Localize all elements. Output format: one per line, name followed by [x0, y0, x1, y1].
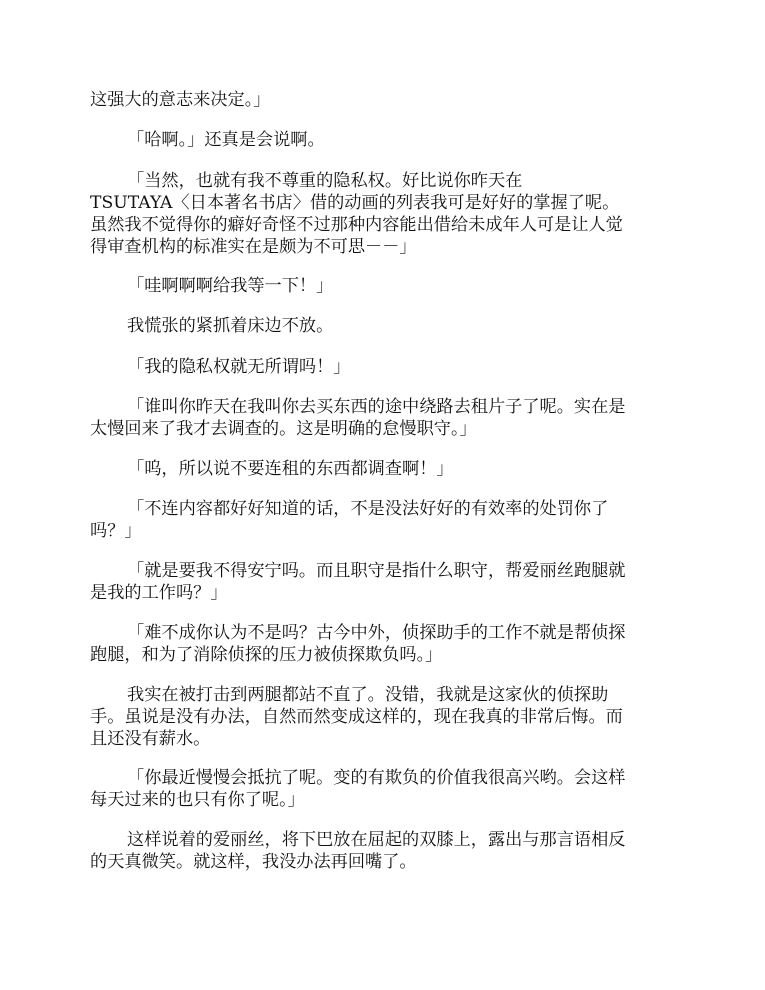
paragraph-2 — [90, 129, 675, 151]
paragraph-13 — [90, 767, 675, 811]
paragraph-3 — [90, 170, 675, 258]
paragraph-10 — [90, 560, 675, 604]
paragraph-line: 跑腿，和为了消除侦探的压力被侦探欺负吗。」 — [90, 645, 443, 665]
paragraph-line: 「就是要我不得安宁吗。而且职守是指什么职守，帮爱丽丝跑腿就 — [127, 561, 626, 581]
paragraph-6 — [90, 356, 675, 378]
paragraph-line: TSUTAYA〈日本著名书店〉借的动画的列表我可是好好的掌握了呢。 — [90, 193, 620, 213]
paragraph-11 — [90, 622, 675, 666]
paragraph-line: 「呜，所以说不要连租的东西都调查啊！」 — [127, 459, 454, 479]
paragraph-line: 「你最近慢慢会抵抗了呢。变的有欺负的价值我很高兴哟。会这样 — [127, 768, 626, 788]
paragraph-line: 得审查机构的标准实在是颇为不可思－－」 — [90, 237, 417, 257]
paragraph-4 — [90, 275, 675, 297]
paragraph-5 — [90, 315, 675, 337]
paragraph-line: 虽然我不觉得你的癖好奇怪不过那种内容能出借给未成年人可是让人觉 — [90, 215, 623, 235]
paragraph-line: 我慌张的紧抓着床边不放。 — [127, 316, 334, 336]
paragraph-line: 这样说着的爱丽丝，将下巴放在屈起的双膝上，露出与那言语相反 — [127, 830, 626, 850]
paragraph-line: 「谁叫你昨天在我叫你去买东西的途中绕路去租片子了呢。实在是 — [127, 397, 626, 417]
paragraph-1 — [90, 89, 675, 111]
paragraph-line: 「当然，也就有我不尊重的隐私权。好比说你昨天在 — [127, 171, 523, 191]
paragraph-line: 我实在被打击到两腿都站不直了。没错，我就是这家伙的侦探助 — [127, 685, 609, 705]
paragraph-12 — [90, 684, 675, 750]
paragraph-line: 太慢回来了我才去调查的。这是明确的怠慢职守。」 — [90, 419, 477, 439]
paragraph-line: 「不连内容都好好知道的话，不是没法好好的有效率的处罚你了 — [127, 499, 609, 519]
paragraph-line: 每天过来的也只有你了呢。」 — [90, 790, 305, 810]
paragraph-line: 手。虽说是没有办法，自然而然变成这样的，现在我真的非常后悔。而 — [90, 707, 623, 727]
paragraph-line: 且还没有薪水。 — [90, 729, 211, 749]
paragraph-7 — [90, 396, 675, 440]
paragraph-8 — [90, 458, 675, 480]
paragraph-line: 「哈啊。」还真是会说啊。 — [127, 130, 325, 150]
paragraph-line: 这强大的意志来决定。」 — [90, 90, 271, 110]
paragraph-9 — [90, 498, 675, 542]
paragraph-line: 「我的隐私权就无所谓吗！」 — [127, 357, 351, 377]
paragraph-line: 「哇啊啊啊给我等一下！」 — [127, 276, 334, 296]
paragraph-line: 的天真微笑。就这样，我没办法再回嘴了。 — [90, 852, 417, 872]
paragraph-line: 吗？」 — [90, 521, 142, 541]
paragraph-line: 是我的工作吗？」 — [90, 583, 228, 603]
paragraph-14 — [90, 829, 675, 873]
paragraph-line: 「难不成你认为不是吗？古今中外，侦探助手的工作不就是帮侦探 — [127, 623, 626, 643]
